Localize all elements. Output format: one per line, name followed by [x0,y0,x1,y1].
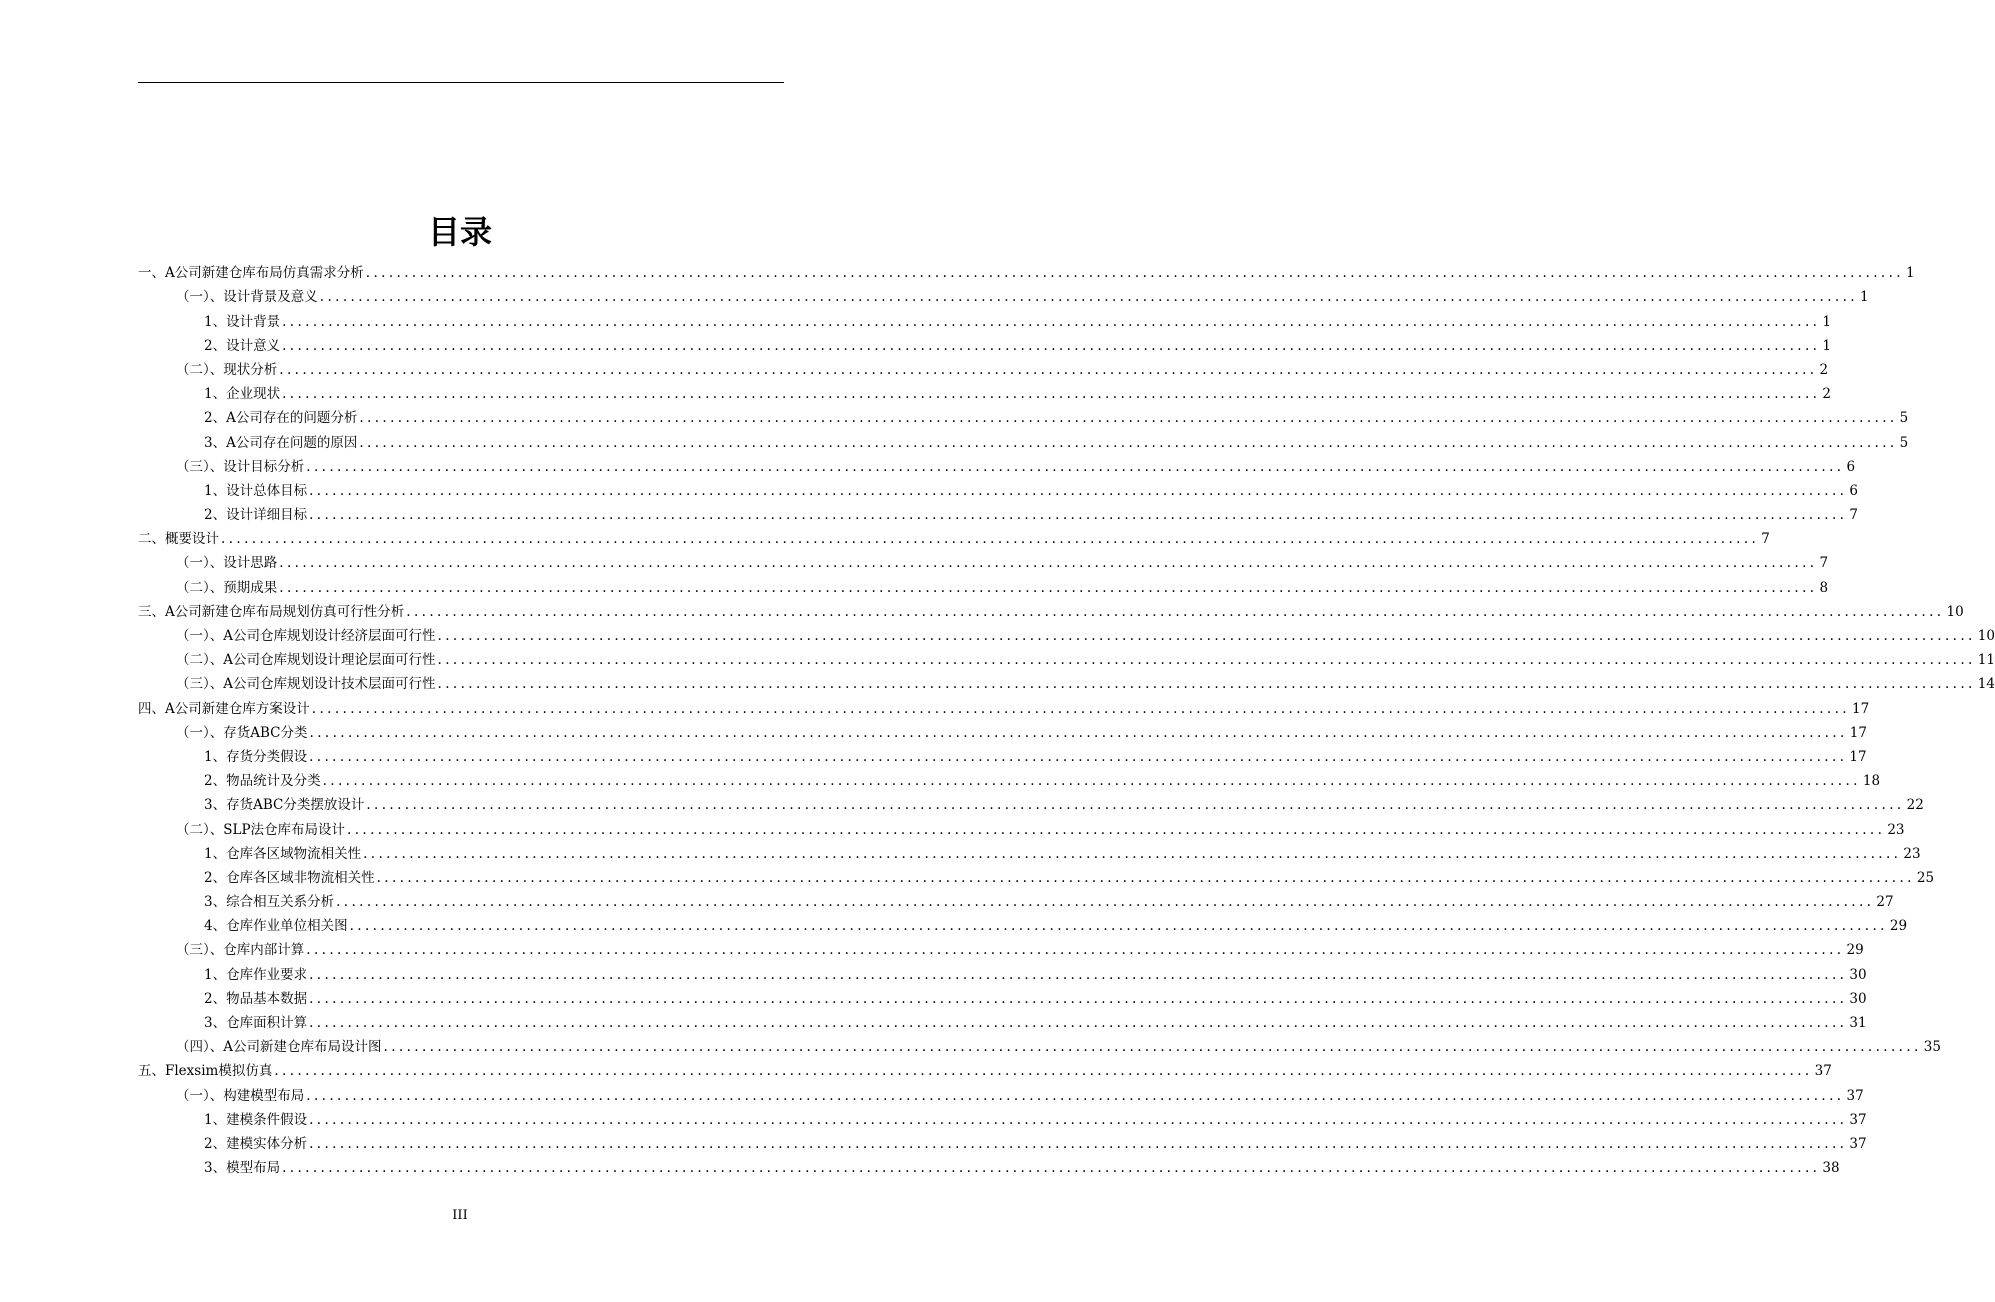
toc-entry-page: 5 [1899,434,1909,451]
toc-entry-page: 1 [1906,265,1915,282]
toc-entry-text: 2、物品统计及分类 [204,773,321,790]
toc-entry-page: 17 [1849,748,1867,765]
toc-entry[interactable] [138,1153,1840,1177]
toc-leader-dots: ........................................................................................................................................................................................................ [349,918,1888,935]
toc-entry-text: 3、模型布局 [204,1160,281,1177]
toc-entry-page: 37 [1849,1135,1867,1152]
toc-leader-dots: ........................................................................................................................................................................................................ [309,724,1848,741]
toc-leader-dots: ........................................................................................................................................................................................................ [311,700,1851,717]
toc-entry[interactable] [138,524,1770,548]
toc-leader-dots: ........................................................................................................................................................................................................ [282,337,1821,354]
toc-entry-text: （二）、预期成果 [176,579,278,596]
toc-leader-dots: ........................................................................................................................................................................................................ [365,265,1905,282]
toc-entry-text: （一）、设计思路 [176,555,278,572]
toc-entry-page: 2 [1819,361,1829,378]
toc-entry-page: 25 [1916,869,1935,886]
page-number: III [452,1208,468,1223]
toc-leader-dots: ........................................................................................................................................................................................................ [309,1015,1848,1031]
toc-leader-dots: ........................................................................................................................................................................................................ [383,1039,1922,1056]
toc-entry-text: （二）、现状分析 [176,361,278,378]
toc-entry[interactable] [138,718,1867,742]
toc-leader-dots: ........................................................................................................................................................................................................ [221,531,1760,548]
toc-entry-page: 7 [1849,507,1858,524]
toc-entry-text: 2、仓库各区域非物流相关性 [204,869,375,886]
toc-leader-dots: ........................................................................................................................................................................................................ [279,361,1818,378]
toc-leader-dots: ........................................................................................................................................................................................................ [322,773,1861,790]
toc-entry-text: 3、综合相互关系分析 [204,894,335,911]
toc-entry[interactable] [138,1056,1832,1080]
toc-entry-page: 10 [1946,603,1964,620]
toc-entry-page: 7 [1819,555,1829,572]
toc-entry[interactable] [138,1008,1867,1032]
toc-leader-dots: ........................................................................................................................................................................................................ [309,507,1848,524]
toc-entry[interactable] [138,766,1881,790]
toc-leader-dots: ........................................................................................................................................................................................................ [363,845,1902,862]
toc-entry-text: 四、A公司新建仓库方案设计 [138,700,310,717]
toc-entry-page: 6 [1849,482,1858,499]
toc-entry[interactable] [138,863,1935,887]
toc-entry[interactable] [138,742,1867,766]
toc-leader-dots: ........................................................................................................................................................................................................ [309,1135,1848,1152]
toc-entry-page: 37 [1846,1087,1864,1104]
toc-entry[interactable] [138,959,1867,983]
toc-entry-page: 38 [1822,1160,1840,1177]
toc-entry[interactable] [138,814,1905,838]
toc-entry-text: 1、设计背景 [204,313,281,330]
toc-entry-text: 1、建模条件假设 [204,1111,308,1128]
page-title: 目录 [427,213,492,251]
toc-entry-text: （一）、设计背景及意义 [176,289,318,306]
toc-entry-page: 29 [1889,918,1908,935]
toc-entry-text: （一）、A公司仓库规划设计经济层面可行性 [176,628,436,644]
toc-entry[interactable] [138,790,1924,814]
toc-entry-text: 一、A公司新建仓库布局仿真需求分析 [138,265,364,282]
toc-entry-text: 五、Flexsim模拟仿真 [138,1063,273,1080]
toc-entry-page: 37 [1814,1063,1832,1080]
toc-leader-dots: ........................................................................................................................................................................................................ [309,966,1848,983]
toc-leader-dots: ........................................................................................................................................................................................................ [437,652,1976,669]
toc-entry-page: 11 [1977,652,1995,669]
toc-leader-dots: ........................................................................................................................................................................................................ [437,628,1976,644]
toc-entry[interactable] [138,693,1870,717]
toc-entry[interactable] [138,935,1864,959]
toc-entry-page: 14 [1977,676,1995,693]
toc-entry[interactable] [138,258,1915,282]
toc-leader-dots: ........................................................................................................................................................................................................ [282,386,1821,403]
toc-entry-page: 6 [1846,458,1856,475]
toc-entry-text: （三）、仓库内部计算 [176,942,305,959]
toc-entry[interactable] [138,839,1921,863]
toc-entry-text: 4、仓库作业单位相关图 [204,918,348,935]
toc-entry[interactable] [138,1080,1864,1104]
toc-entry[interactable] [138,548,1829,572]
table-of-contents [138,258,1995,1177]
toc-entry-page: 30 [1849,966,1867,983]
toc-entry[interactable] [138,645,1995,669]
toc-entry-page: 5 [1899,410,1909,427]
toc-entry-page: 2 [1822,386,1831,403]
toc-entry-text: 1、企业现状 [204,386,281,403]
toc-entry[interactable] [138,1129,1867,1153]
toc-entry-page: 23 [1887,821,1905,838]
toc-entry-page: 27 [1876,894,1894,911]
toc-entry-text: 1、仓库各区域物流相关性 [204,845,362,862]
toc-entry-text: （一）、构建模型布局 [176,1087,305,1104]
toc-leader-dots: ........................................................................................................................................................................................................ [309,748,1848,765]
toc-leader-dots: ........................................................................................................................................................................................................ [437,676,1976,693]
toc-entry-page: 17 [1852,700,1870,717]
toc-entry[interactable] [138,452,1856,476]
toc-entry-page: 1 [1822,337,1831,354]
toc-entry[interactable] [138,1105,1867,1129]
toc-entry-text: （三）、设计目标分析 [176,458,305,475]
toc-entry[interactable] [138,572,1829,596]
toc-entry-text: 二、概要设计 [138,531,219,548]
toc-leader-dots: ........................................................................................................................................................................................................ [279,579,1818,596]
toc-leader-dots: ........................................................................................................................................................................................................ [309,482,1848,499]
toc-entry-text: （二）、SLP法仓库布局设计 [176,821,346,838]
toc-leader-dots: ........................................................................................................................................................................................................ [282,1160,1821,1177]
toc-entry-text: （一）、存货ABC分类 [176,724,308,741]
toc-entry-page: 7 [1761,531,1770,548]
toc-entry[interactable] [138,669,1995,693]
toc-entry-page: 18 [1862,773,1881,790]
toc-leader-dots: ........................................................................................................................................................................................................ [274,1063,1813,1080]
toc-leader-dots: ........................................................................................................................................................................................................ [282,313,1821,330]
toc-entry[interactable] [138,476,1858,500]
toc-entry-text: 3、仓库面积计算 [204,1015,308,1031]
toc-leader-dots: ........................................................................................................................................................................................................ [376,869,1915,886]
toc-entry-text: 2、设计详细目标 [204,507,308,524]
toc-entry-page: 17 [1849,724,1867,741]
toc-entry-text: 2、设计意义 [204,337,281,354]
toc-leader-dots: ........................................................................................................................................................................................................ [406,603,1945,620]
toc-entry-text: （四）、A公司新建仓库布局设计图 [176,1039,382,1056]
toc-leader-dots: ........................................................................................................................................................................................................ [319,289,1859,306]
toc-entry-text: 2、建模实体分析 [204,1135,308,1152]
toc-leader-dots: ........................................................................................................................................................................................................ [279,555,1818,572]
toc-entry[interactable] [138,1032,1941,1056]
toc-entry-text: 1、仓库作业要求 [204,966,308,983]
toc-entry-text: 3、存货ABC分类摆放设计 [204,797,365,814]
toc-entry[interactable] [138,331,1831,355]
toc-entry[interactable] [138,887,1894,911]
toc-entry-page: 37 [1849,1111,1867,1128]
toc-entry-text: 3、A公司存在问题的原因 [204,434,358,451]
toc-leader-dots: ........................................................................................................................................................................................................ [309,1111,1848,1128]
toc-entry[interactable] [138,911,1908,935]
toc-entry-text: 2、A公司存在的问题分析 [204,410,358,427]
toc-entry[interactable] [138,403,1909,427]
toc-entry-text: 1、存货分类假设 [204,748,308,765]
toc-entry-page: 8 [1819,579,1829,596]
toc-leader-dots: ........................................................................................................................................................................................................ [306,1087,1845,1104]
toc-entry-page: 23 [1903,845,1921,862]
toc-entry[interactable] [138,597,1964,621]
toc-entry-text: 2、物品基本数据 [204,990,308,1007]
toc-entry-page: 22 [1906,797,1924,814]
header-rule [138,82,784,83]
toc-leader-dots: ........................................................................................................................................................................................................ [359,434,1898,451]
toc-entry[interactable] [138,306,1831,330]
toc-entry[interactable] [138,621,1995,645]
toc-entry[interactable] [138,282,1869,306]
toc-entry-page: 35 [1923,1039,1941,1056]
toc-entry[interactable] [138,500,1858,524]
toc-entry-text: （二）、A公司仓库规划设计理论层面可行性 [176,652,436,669]
toc-leader-dots: ........................................................................................................................................................................................................ [306,458,1845,475]
toc-leader-dots: ........................................................................................................................................................................................................ [309,990,1848,1007]
toc-entry-text: 1、设计总体目标 [204,482,308,499]
toc-entry-text: （三）、A公司仓库规划设计技术层面可行性 [176,676,436,693]
toc-leader-dots: ........................................................................................................................................................................................................ [336,894,1875,911]
toc-leader-dots: ........................................................................................................................................................................................................ [366,797,1905,814]
toc-entry-page: 1 [1822,313,1831,330]
toc-entry-page: 10 [1977,628,1995,644]
toc-entry-page: 30 [1849,990,1867,1007]
toc-entry-page: 29 [1846,942,1864,959]
toc-entry-text: 三、A公司新建仓库布局规划仿真可行性分析 [138,603,405,620]
toc-leader-dots: ........................................................................................................................................................................................................ [359,410,1898,427]
toc-entry[interactable] [138,379,1831,403]
toc-leader-dots: ........................................................................................................................................................................................................ [347,821,1886,838]
toc-entry-page: 1 [1860,289,1869,306]
toc-entry[interactable] [138,984,1867,1008]
toc-entry[interactable] [138,427,1909,451]
toc-entry[interactable] [138,355,1829,379]
toc-leader-dots: ........................................................................................................................................................................................................ [306,942,1845,959]
toc-entry-page: 31 [1849,1015,1867,1031]
